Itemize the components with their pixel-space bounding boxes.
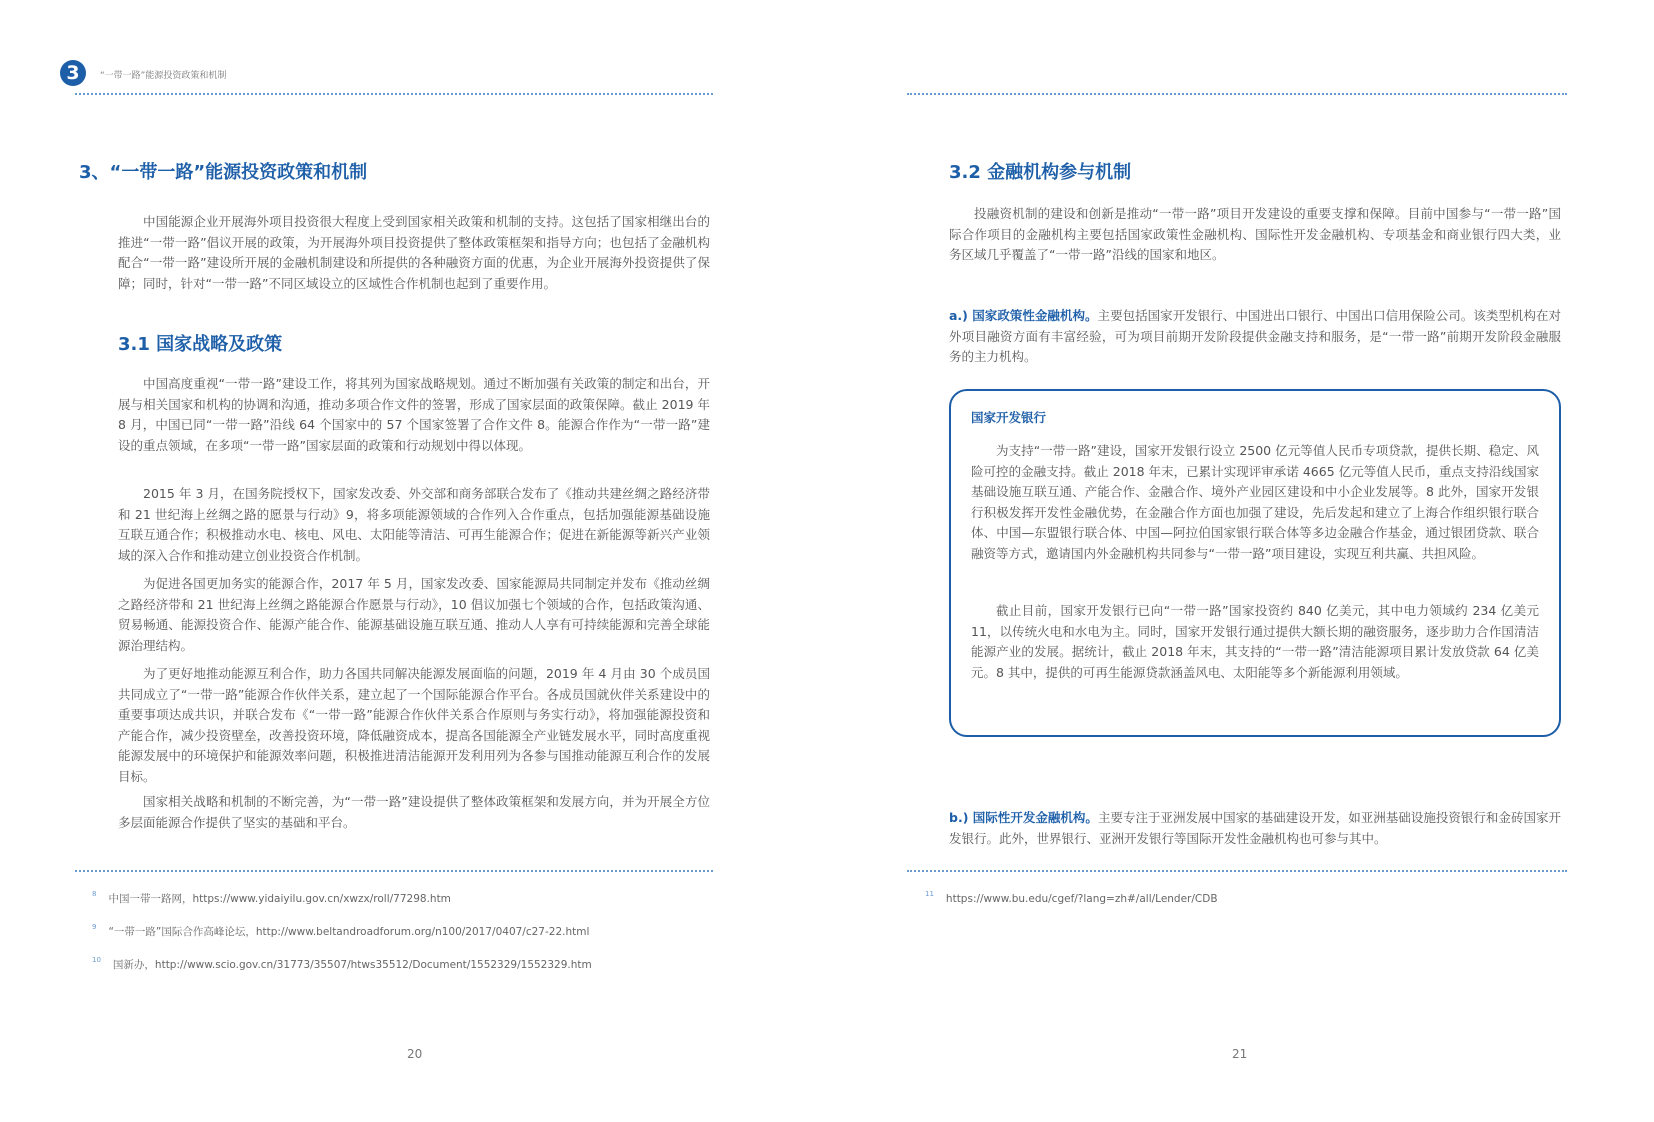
body-paragraph: 为促进各国更加务实的能源合作，2017 年 5 月，国家发改委、国家能源局共同制定并发布《推动丝绸之路经济带和 21 世纪海上丝绸之路能源合作愿景与行动》，10 倡议加强七个领域的合作，包括政策沟通、贸易畅通、能源投资合作、能源产能合作、能源基础设施互联互通、推动人人享有可持续能源和完善全球能源治理结构。 — [118, 576, 710, 653]
item-a-lead: a.) 国家政策性金融机构。 — [949, 308, 1098, 323]
subsection-title-3-2: 3.2 金融机构参与机制 — [949, 162, 1132, 183]
cdb-callout-box — [949, 389, 1561, 737]
chapter-number-badge: 3 — [60, 60, 86, 86]
footnote-divider — [907, 870, 1567, 872]
intro-paragraph: 中国能源企业开展海外项目投资很大程度上受到国家相关政策和机制的支持。这包括了国家相继出台的推进“一带一路”倡议开展的政策，为开展海外项目投资提供了整体政策框架和指导方向；也包括了金融机构配合“一带一路”建设所开展的金融机制建设和所提供的各种融资方面的优惠，为企业开展海外投资提供了保障；同时，针对“一带一路”不同区域设立的区域性合作机制也起到了重要作用。 — [118, 214, 710, 291]
footnote-divider — [75, 870, 713, 872]
page-number: 21 — [1232, 1047, 1248, 1061]
intro-paragraph: 投融资机制的建设和创新是推动“一带一路”项目开发建设的重要支撑和保障。目前中国参与“一带一路”国际合作项目的金融机构主要包括国家政策性金融机构、国际性开发金融机构、专项基金和商业银行四大类，业务区域几乎覆盖了“一带一路”沿线的国家和地区。 — [949, 206, 1561, 262]
header-divider — [907, 93, 1567, 95]
callout-box-title: 国家开发银行 — [971, 410, 1047, 425]
body-paragraph: 为了更好地推动能源互利合作，助力各国共同解决能源发展面临的问题，2019 年 4 月由 30 个成员国共同成立了“一带一路”能源合作伙伴关系，建立起了一个国际能源合作平台。各成员国就伙伴关系建设中的重要事项达成共识，并联合发布《“一带一路”能源合作伙伴关系合作原则与务实行动》，将加强能源投资和产能合作，减少投资壁垒，改善投资环境，降低融资成本，提高各国能源全产业链发展水平，同时高度重视能源发展中的环境保护和能源效率问题，积极推进清洁能源开发利用列为各参与国推动能源互利合作的发展目标。 — [118, 666, 710, 784]
footnote: $^9$ “一带一路”国际合作高峰论坛，http://www.beltandroadforum.org/n100/2017/0407/c27-22.html — [92, 923, 590, 938]
footnote: $^{10}$ 国新办，http://www.scio.gov.cn/31773/35507/htws35512/Document/1552329/1552329.htm — [92, 956, 592, 971]
item-b-text: 主要专注于亚洲发展中国家的基础建设开发，如亚洲基础设施投资银行和金砖国家开发银行。此外，世界银行、亚洲开发银行等国际开发性金融机构也可参与其中。 — [949, 810, 1561, 846]
right-page — [827, 0, 1654, 1122]
item-a-text: 主要包括国家开发银行、中国进出口银行、中国出口信用保险公司。该类型机构在对外项目融资方面有丰富经验，可为项目前期开发阶段提供金融支持和服务，是“一带一路”前期开发阶段金融服务的主力机构。 — [949, 308, 1561, 364]
callout-paragraph: 截止目前，国家开发银行已向“一带一路”国家投资约 840 亿美元，其中电力领域约 234 亿美元 11，以传统火电和水电为主。同时，国家开发银行通过提供大额长期的融资服务，逐步助力合作国清洁能源产业的发展。据统计，截止 2018 年末，其支持的“一带一路”清洁能源项目累计发放贷款 64 亿美元。8 其中，提供的可再生能源贷款涵盖风电、太阳能等多个新能源利用领域。 — [971, 603, 1539, 680]
footnote: $^{11}$ https://www.bu.edu/cgef/?lang=zh#/all/Lender/CDB — [925, 890, 1218, 905]
running-header-title: “一带一路”能源投资政策和机制 — [100, 71, 227, 81]
callout-paragraph: 为支持“一带一路”建设，国家开发银行设立 2500 亿元等值人民币专项贷款，提供长期、稳定、风险可控的金融支持。截止 2018 年末，已累计实现评审承诺 4665 亿元等值人民币，重点支持沿线国家基础设施互联互通、产能合作、金融合作、境外产业园区建设和中小企业发展等。8 此外，国家开发银行积极发挥开发性金融优势，在金融合作方面也加强了建设，先后发起和建立了上海合作组织银行联合体、中国—东盟银行联合体、中国—阿拉伯国家银行联合体等多边金融合作基金，通过银团贷款、联合融资等方式，邀请国内外金融机构共同参与“一带一路”项目建设，实现互利共赢、共担风险。 — [971, 443, 1539, 561]
item-a-paragraph — [949, 306, 1561, 368]
body-paragraph: 2015 年 3 月，在国务院授权下，国家发改委、外交部和商务部联合发布了《推动共建丝绸之路经济带和 21 世纪海上丝绸之路的愿景与行动》9，将多项能源领域的合作列入合作重点，包括加强能源基础设施互联互通合作；积极推动水电、核电、风电、太阳能等清洁、可再生能源合作；促进在新能源等新兴产业领域的深入合作和推动建立创业投资合作机制。 — [118, 486, 710, 563]
body-paragraph: 中国高度重视“一带一路”建设工作，将其列为国家战略规划。通过不断加强有关政策的制定和出台，开展与相关国家和机构的协调和沟通，推动多项合作文件的签署，形成了国家层面的政策保障。截止 2019 年 8 月，中国已同“一带一路”沿线 64 个国家中的 57 个国家签署了合作文件 8。能源合作作为“一带一路”建设的重点领域，在多项“一带一路”国家层面的政策和行动规划中得以体现。 — [118, 376, 710, 453]
page-number: 20 — [407, 1047, 423, 1061]
header-divider — [75, 93, 713, 95]
section-title: 3、“一带一路”能源投资政策和机制 — [79, 162, 368, 183]
item-b-paragraph — [949, 808, 1561, 849]
footnote: $^8$ 中国一带一路网，https://www.yidaiyilu.gov.cn/xwzx/roll/77298.htm — [92, 890, 451, 905]
subsection-title-3-1: 3.1 国家战略及政策 — [118, 334, 283, 355]
body-paragraph: 国家相关战略和机制的不断完善，为“一带一路”建设提供了整体政策框架和发展方向，并为开展全方位多层面能源合作提供了坚实的基础和平台。 — [118, 794, 710, 830]
item-b-lead: b.) 国际性开发金融机构。 — [949, 810, 1098, 825]
